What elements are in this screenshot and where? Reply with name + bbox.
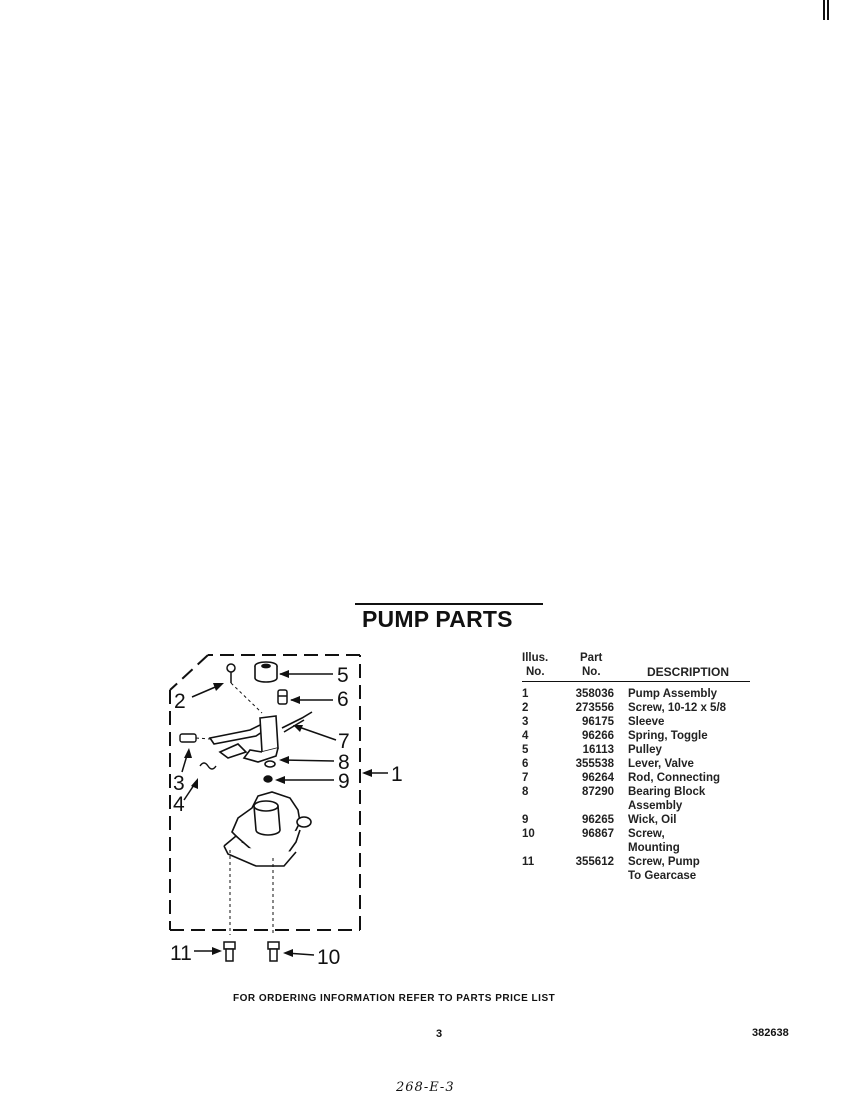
- header-part-line1: Part: [580, 652, 603, 664]
- toggle-spring-part: [200, 763, 216, 769]
- table-row: Assembly: [628, 800, 683, 812]
- table-row: To Gearcase: [628, 870, 697, 882]
- table-row: 3 96175 Sleeve: [522, 716, 665, 728]
- header-part-line2: No.: [582, 666, 601, 678]
- table-row: 10 96867 Screw,: [522, 828, 665, 840]
- sleeve-part: [180, 734, 196, 742]
- table-row: Mounting: [628, 842, 680, 854]
- screw-part-10: [268, 942, 279, 961]
- pump-body-part: [224, 792, 311, 866]
- ordering-information-note: FOR ORDERING INFORMATION REFER TO PARTS PRICE LIST: [233, 993, 556, 1004]
- callout-2: 2: [174, 690, 186, 713]
- table-row: 4 96266 Spring, Toggle: [522, 730, 708, 742]
- callout-4: 4: [173, 793, 185, 816]
- callout-5: 5: [337, 664, 349, 687]
- page-number: 3: [436, 1028, 443, 1040]
- pulley-part: [255, 662, 277, 682]
- oil-wick-part: [264, 776, 272, 782]
- callout-10: 10: [317, 946, 341, 969]
- table-row: 1 358036 Pump Assembly: [522, 688, 718, 700]
- valve-lever-part: [278, 690, 287, 704]
- handwritten-note: 268-E-3: [396, 1080, 455, 1095]
- screw-part-2: [227, 664, 235, 683]
- page-title: PUMP PARTS: [362, 606, 513, 632]
- table-row: 7 96264 Rod, Connecting: [522, 772, 720, 784]
- table-row: 5 16113 Pulley: [522, 744, 662, 756]
- header-description: DESCRIPTION: [647, 665, 730, 679]
- table-row: 11 355612 Screw, Pump: [522, 856, 700, 868]
- callout-8: 8: [338, 751, 350, 774]
- callout-1: 1: [391, 763, 403, 786]
- callout-6: 6: [337, 688, 349, 711]
- document-number: 382638: [752, 1027, 789, 1039]
- table-row: 6 355538 Lever, Valve: [522, 758, 694, 770]
- callout-9: 9: [338, 770, 350, 793]
- bearing-block-part: [210, 716, 278, 767]
- table-row: 9 96265 Wick, Oil: [522, 814, 677, 826]
- screw-part-11: [224, 942, 235, 961]
- dashed-frame-corner: [170, 655, 208, 690]
- table-row: 8 87290 Bearing Block: [522, 786, 706, 798]
- callout-11: 11: [170, 942, 192, 965]
- header-illus-line1: Illus.: [522, 652, 549, 664]
- parts-table-header: [522, 651, 750, 682]
- header-illus-line2: No.: [526, 666, 545, 678]
- callout-7: 7: [338, 730, 350, 753]
- callout-3: 3: [173, 772, 185, 795]
- table-row: 2 273556 Screw, 10-12 x 5/8: [522, 702, 727, 714]
- parts-table: [522, 651, 750, 883]
